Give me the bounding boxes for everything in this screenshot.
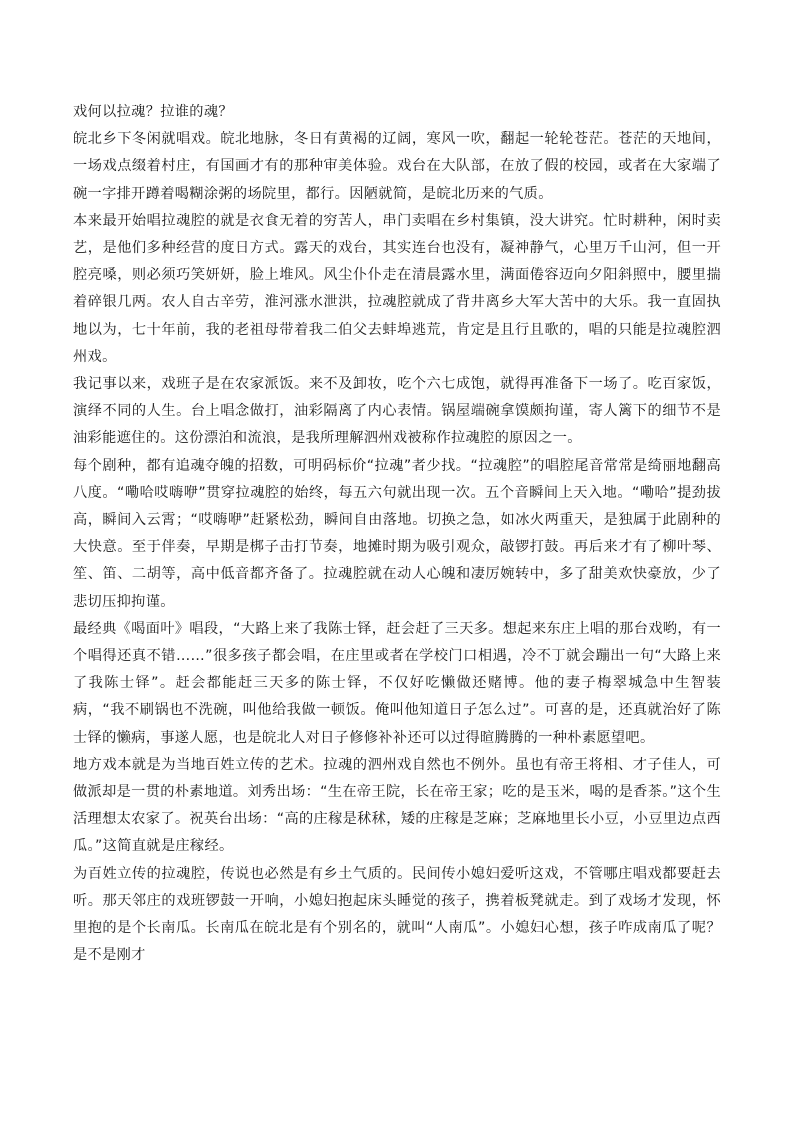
document-body	[73, 99, 721, 970]
paragraph-2: 本来最开始唱拉魂腔的就是衣食无着的穷苦人，串门卖唱在乡村集镇，没大讲究。忙时耕种，闲时卖艺，是他们多种经营的度日方式。露天的戏台，其实连台也没有，凝神静气，心里万千山河，但一开腔亮嗓，则必须巧笑妍妍，脸上堆风。风尘仆仆走在清晨露水里，满面倦容迈向夕阳斜照中，腰里揣着碎银几两。农人自古辛劳，淮河涨水泄洪，拉魂腔就成了背井离乡大军大苦中的大乐。我一直固执地以为，七十年前，我的老祖母带着我二伯父去蚌埠逃荒，肯定是且行且歌的，唱的只能是拉魂腔泗州戏。	[73, 212, 721, 365]
article-title: 戏何以拉魂？拉谁的魂？	[73, 104, 233, 120]
paragraph-6: 地方戏本就是为当地百姓立传的艺术。拉魂的泗州戏自然也不例外。虽也有帝王将相、才子佳人，可做派却是一贯的朴素地道。刘秀出场：“生在帝王院，长在帝王家；吃的是玉米，喝的是香茶。”这个生活理想太农家了。祝英台出场：“高的庄稼是秫秫，矮的庄稼是芝麻；芝麻地里长小豆，小豆里边点西瓜。”这简直就是庄稼经。	[73, 756, 721, 855]
paragraph-5: 最经典《喝面叶》唱段，“大路上来了我陈士铎，赶会赶了三天多。想起来东庄上唱的那台戏哟，有一个唱得还真不错……”很多孩子都会唱，在庄里或者在学校门口相遇，冷不丁就会蹦出一句“大路上来了我陈士铎”。赶会都能赶三天多的陈士铎，不仅好吃懒做还赌博。他的妻子梅翠城急中生智装病，“我不刷锅也不洗碗，叫他给我做一顿饭。俺叫他知道日子怎么过”。可喜的是，还真就治好了陈士铎的懒病，事遂人愿，也是皖北人对日子修修补补还可以过得暄腾腾的一种朴素愿望吧。	[73, 620, 721, 746]
paragraph-7: 为百姓立传的拉魂腔，传说也必然是有乡土气质的。民间传小媳妇爱听这戏，不管哪庄唱戏都要赶去听。那天邻庄的戏班锣鼓一开响，小媳妇抱起床头睡觉的孩子，携着板凳就走。到了戏场才发现，怀里抱的是个长南瓜。长南瓜在皖北是有个别名的，就叫“人南瓜”。小媳妇心想，孩子咋成南瓜了呢？是不是刚才	[73, 865, 721, 964]
paragraph-1: 皖北乡下冬闲就唱戏。皖北地脉，冬日有黄褐的辽阔，寒风一吹，翻起一轮轮苍茫。苍茫的天地间，一场戏点缀着村庄，有国画才有的那种审美体验。戏台在大队部，在放了假的校园，或者在大家端了碗一字排开蹲着喝糊涂粥的场院里，都行。因陋就简，是皖北历来的气质。	[73, 131, 721, 202]
paragraph-4: 每个剧种，都有追魂夺魄的招数，可明码标价“拉魂”者少找。“拉魂腔”的唱腔尾音常常是绮丽地翻高八度。“嘞哈哎嗨咿”贯穿拉魂腔的始终，每五六句就出现一次。五个音瞬间上天入地。“嘞哈”提劲拔高，瞬间入云霄；“哎嗨咿”赶紧松劲，瞬间自由落地。切换之急，如冰火两重天，是独属于此剧种的大快意。至于伴奏，早期是梆子击打节奏，地摊时期为吸引观众，敲锣打鼓。再后来才有了柳叶琴、笙、笛、二胡等，高中低音都齐备了。拉魂腔就在动人心魄和凄厉婉转中，多了甜美欢快豪放，少了悲切压抑拘谨。	[73, 457, 721, 610]
paragraph-3: 我记事以来，戏班子是在农家派饭。来不及卸妆，吃个六七成饱，就得再准备下一场了。吃百家饭，演绎不同的人生。台上唱念做打，油彩隔离了内心表情。锅屋端碗拿馍颇拘谨，寄人篱下的细节不是油彩能遮住的。这份漂泊和流浪，是我所理解泗州戏被称作拉魂腔的原因之一。	[73, 376, 721, 447]
